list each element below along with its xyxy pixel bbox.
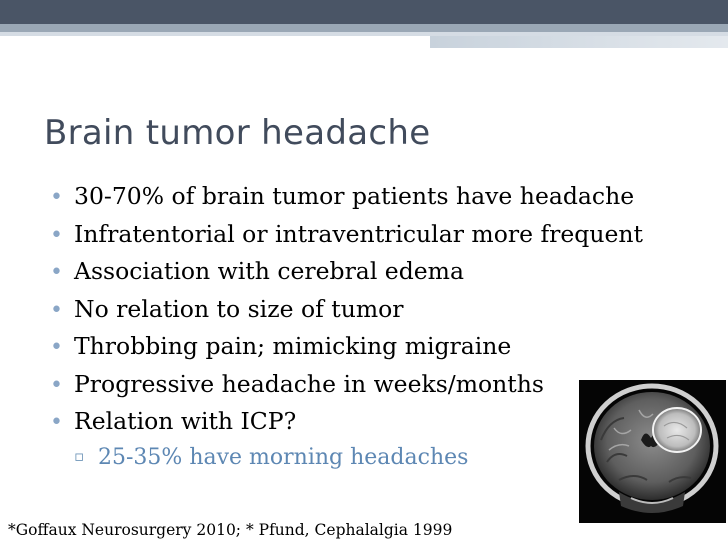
bullet-text: Relation with ICP?: [74, 407, 297, 435]
sub-bullet-marker-icon: ▫: [74, 446, 85, 465]
bullet-item: [50, 220, 643, 258]
bullet-item: [50, 257, 643, 295]
header-stripe: [0, 24, 728, 32]
bullet-marker-icon: •: [50, 185, 63, 210]
bullet-marker-icon: •: [50, 260, 63, 285]
brain-mri-image: [579, 380, 726, 523]
bullet-item: [50, 182, 643, 220]
brain-mri-icon: [579, 380, 726, 523]
sub-bullet-item: [74, 445, 643, 482]
bullet-text: Association with cerebral edema: [74, 257, 464, 285]
bullet-marker-icon: •: [50, 410, 63, 435]
bullet-text: Throbbing pain; mimicking migraine: [74, 332, 512, 360]
slide-title: Brain tumor headache: [44, 113, 431, 153]
bullet-text: No relation to size of tumor: [74, 294, 404, 323]
bullet-text: 30-70% of brain tumor patients have headache: [74, 182, 635, 210]
bullet-text: Infratentorial or intraventricular more frequent: [74, 219, 643, 248]
bullet-marker-icon: •: [50, 372, 63, 398]
bullet-item: [50, 370, 643, 408]
bullet-marker-icon: •: [50, 335, 63, 360]
bullet-text: Progressive headache in weeks/months: [74, 369, 544, 398]
bullet-item: [50, 332, 643, 370]
sub-bullet-text: 25-35% have morning headaches: [98, 444, 469, 470]
bullet-list: [50, 182, 643, 482]
bullet-marker-icon: •: [50, 222, 63, 248]
bullet-marker-icon: •: [50, 297, 63, 323]
header-band: [0, 0, 728, 24]
bullet-item: [50, 295, 643, 333]
footnote-citation: *Goffaux Neurosurgery 2010; * Pfund, Cephalalgia 1999: [8, 521, 453, 539]
header-accent-bar: [430, 36, 728, 48]
bullet-item: [50, 407, 643, 445]
